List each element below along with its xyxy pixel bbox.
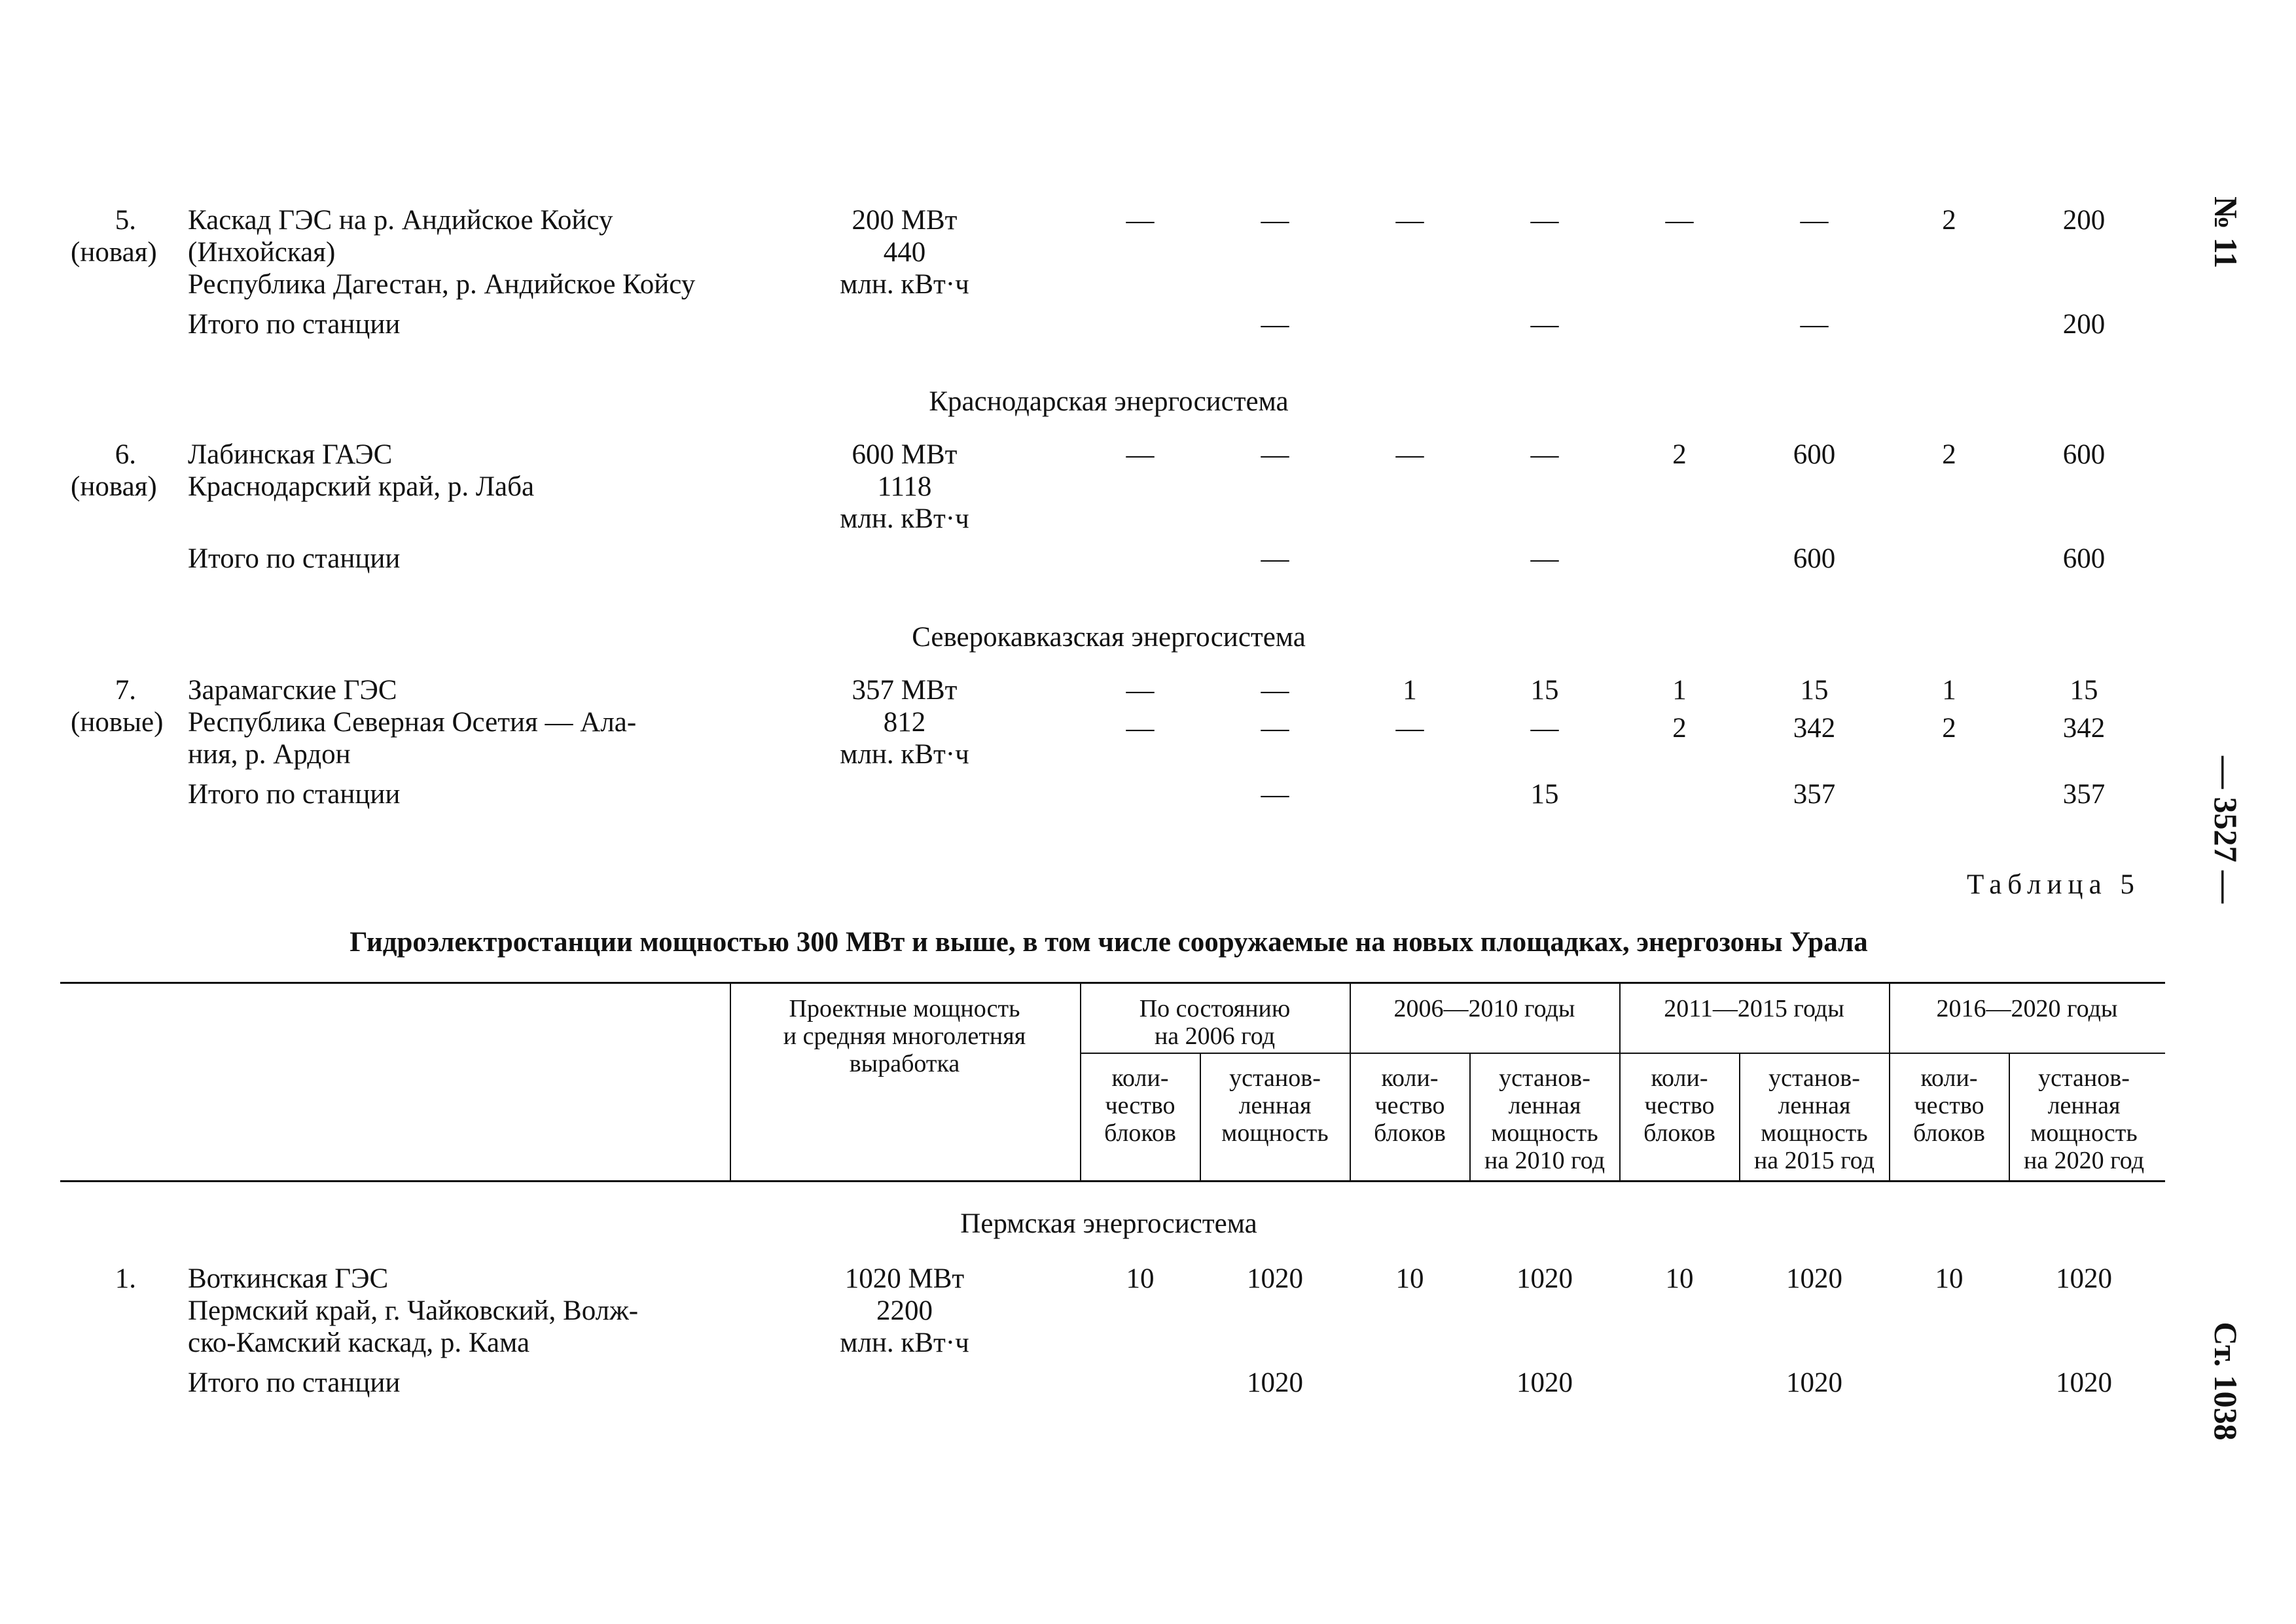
station-7-value-1: — [1126,675,1155,706]
station-perm-1-capacity-line-2: 2200 [876,1295,933,1326]
station-5-name-line-2: (Инхойская) [188,237,336,268]
article-number: Ст. 1038 [2208,1322,2244,1441]
header-count-p4-line-2: чество [1914,1092,1984,1119]
header-capacity-p3-line-4: на 2015 год [1753,1147,1875,1174]
station-perm-1-name-line-2: Пермский край, г. Чайковский, Волж- [188,1295,639,1326]
station-6-value-8: 600 [2062,439,2106,470]
station-5-total-2: — [1530,309,1559,340]
header-capacity-p1-line-2: ленная [1238,1092,1312,1119]
station-5-value-1: — [1126,205,1155,236]
station-perm-1-total-4: 1020 [2056,1367,2112,1398]
page-number: — 3527 — [2208,756,2244,903]
station-7-value-8: 15 [2070,675,2098,706]
station-perm-1-value-5: 10 [1665,1263,1694,1294]
station-perm-1-value-7: 10 [1935,1263,1964,1294]
header-count-p2-line-3: блоков [1374,1119,1446,1147]
station-7-name-line-2: Республика Северная Осетия — Ала- [188,707,637,738]
station-5-total-3: — [1800,309,1829,340]
station-perm-1-name-line-3: ско-Камский каскад, р. Кама [188,1327,530,1358]
section-heading-2: Краснодарская энергосистема [929,386,1289,417]
station-5-capacity-line-3: млн. кВт·ч [840,269,969,300]
station-perm-1-value-8: 1020 [2056,1263,2112,1294]
header-period-2010: 2006—2010 годы [1393,995,1575,1022]
station-5-total-4: 200 [2062,309,2106,340]
station-5-value-4: — [1530,205,1559,236]
table-label: Таблица 5 [1967,869,2140,900]
station-5-total-label: Итого по станции [188,309,401,340]
header-capacity-p4-line-1: установ- [2038,1064,2130,1092]
station-6-capacity-line-1: 600 МВт [852,439,958,470]
station-7-value2-8: 342 [2062,713,2106,744]
issue-number: № 11 [2208,196,2244,268]
header-capacity-p3-line-2: ленная [1778,1092,1851,1119]
station-5-value-3: — [1395,205,1424,236]
station-6-value-3: — [1395,439,1424,470]
station-perm-1-total-1: 1020 [1247,1367,1303,1398]
station-7-name-line-3: ния, р. Ардон [188,739,351,770]
station-7-name-line-1: Зарамагские ГЭС [188,675,397,706]
station-7-value-3: 1 [1403,675,1417,706]
station-5-capacity-line-2: 440 [883,237,926,268]
station-5-value-5: — [1665,205,1694,236]
header-period-2006-line-2: на 2006 год [1154,1022,1276,1050]
station-perm-1-capacity-line-1: 1020 МВт [844,1263,965,1294]
station-7-total-label: Итого по станции [188,779,401,810]
station-perm-1-capacity-line-3: млн. кВт·ч [840,1327,969,1358]
station-7-total-1: — [1261,779,1289,810]
station-7-num: 7. [115,675,136,706]
station-5-name-line-3: Республика Дагестан, р. Андийское Койсу [188,269,696,300]
header-capacity-p1-line-1: установ- [1229,1064,1321,1092]
station-5-num: 5. [115,205,136,236]
station-6-value-7: 2 [1942,439,1956,470]
station-6-name-line-2: Краснодарский край, р. Лаба [188,471,535,502]
station-6-total-label: Итого по станции [188,543,401,574]
header-design-line-2: и средняя многолетняя [783,1022,1026,1050]
station-5-capacity-line-1: 200 МВт [852,205,958,236]
station-7-value-7: 1 [1942,675,1956,706]
station-6-tag: (новая) [71,471,157,502]
station-7-capacity-line-3: млн. кВт·ч [840,739,969,770]
station-7-capacity-line-1: 357 МВт [852,675,958,706]
header-count-p1-line-1: коли- [1111,1064,1169,1092]
header-count-p3-line-2: чество [1644,1092,1715,1119]
station-6-capacity-line-2: 1118 [877,471,932,502]
station-6-capacity-line-3: млн. кВт·ч [840,503,969,534]
header-count-p4-line-3: блоков [1913,1119,1985,1147]
station-6-num: 6. [115,439,136,470]
header-capacity-p1-line-3: мощность [1221,1119,1329,1147]
station-5-value-7: 2 [1942,205,1956,236]
station-5-name-line-1: Каскад ГЭС на р. Андийское Койсу [188,205,613,236]
station-5-value-8: 200 [2062,205,2106,236]
station-perm-1-value-4: 1020 [1516,1263,1573,1294]
header-capacity-p2-line-4: на 2010 год [1484,1147,1605,1174]
station-7-value-6: 15 [1800,675,1829,706]
section-perm: Пермская энергосистема [960,1208,1257,1239]
station-7-total-3: 357 [1793,779,1836,810]
header-count-p4-line-1: коли- [1920,1064,1978,1092]
station-perm-1-value-6: 1020 [1786,1263,1842,1294]
header-count-p1-line-3: блоков [1104,1119,1176,1147]
station-5-value-2: — [1261,205,1289,236]
header-capacity-p2-line-3: мощность [1491,1119,1598,1147]
station-7-total-4: 357 [2062,779,2106,810]
station-6-value-4: — [1530,439,1559,470]
station-5-tag: (новая) [71,237,157,268]
header-count-p3-line-3: блоков [1643,1119,1715,1147]
header-capacity-p4-line-2: ленная [2047,1092,2121,1119]
header-period-2015: 2011—2015 годы [1664,995,1844,1022]
station-7-value2-5: 2 [1672,713,1687,744]
station-7-value2-2: — [1261,713,1289,744]
header-count-p2-line-2: чество [1374,1092,1445,1119]
station-perm-1-value-2: 1020 [1247,1263,1303,1294]
header-period-2020: 2016—2020 годы [1936,995,2118,1022]
station-7-value2-3: — [1395,713,1424,744]
station-6-value-6: 600 [1793,439,1836,470]
station-7-value2-7: 2 [1942,713,1956,744]
header-capacity-p4-line-4: на 2020 год [2023,1147,2145,1174]
station-perm-1-total-2: 1020 [1516,1367,1573,1398]
station-perm-1-num: 1. [115,1263,136,1294]
station-6-total-1: — [1261,543,1289,574]
header-design-line-3: выработка [849,1050,960,1077]
header-period-2006-line-1: По состоянию [1139,995,1291,1022]
header-capacity-p4-line-3: мощность [2030,1119,2138,1147]
header-capacity-p3-line-3: мощность [1761,1119,1868,1147]
station-7-value2-4: — [1530,713,1559,744]
header-count-p2-line-1: коли- [1381,1064,1439,1092]
station-5-total-1: — [1261,309,1289,340]
section-heading-4: Северокавказская энергосистема [912,622,1306,653]
station-7-value2-6: 342 [1793,713,1836,744]
station-5-value-6: — [1800,205,1829,236]
header-capacity-p2-line-2: ленная [1508,1092,1581,1119]
station-7-value2-1: — [1126,713,1155,744]
header-capacity-p3-line-1: установ- [1768,1064,1860,1092]
station-perm-1-name-line-1: Воткинская ГЭС [188,1263,389,1294]
station-perm-1-value-1: 10 [1126,1263,1155,1294]
station-6-total-3: 600 [1793,543,1836,574]
station-7-value-5: 1 [1672,675,1687,706]
station-6-total-4: 600 [2062,543,2106,574]
header-count-p3-line-1: коли- [1651,1064,1708,1092]
station-perm-1-total-label: Итого по станции [188,1367,401,1398]
station-7-capacity-line-2: 812 [883,707,926,738]
station-6-value-1: — [1126,439,1155,470]
header-count-p1-line-2: чество [1105,1092,1175,1119]
station-6-name-line-1: Лабинская ГАЭС [188,439,393,470]
table-title: Гидроэлектростанции мощностью 300 МВт и выше, в том числе сооружаемые на новых площадках, энергозоны Урала [350,927,1868,958]
station-perm-1-total-3: 1020 [1786,1367,1842,1398]
station-7-total-2: 15 [1530,779,1559,810]
station-6-total-2: — [1530,543,1559,574]
station-perm-1-value-3: 10 [1395,1263,1424,1294]
header-design-line-1: Проектные мощность [789,995,1020,1022]
station-7-value-4: 15 [1530,675,1559,706]
station-6-value-2: — [1261,439,1289,470]
header-capacity-p2-line-1: установ- [1499,1064,1590,1092]
station-7-tag: (новые) [71,707,164,738]
station-6-value-5: 2 [1672,439,1687,470]
station-7-value-2: — [1261,675,1289,706]
